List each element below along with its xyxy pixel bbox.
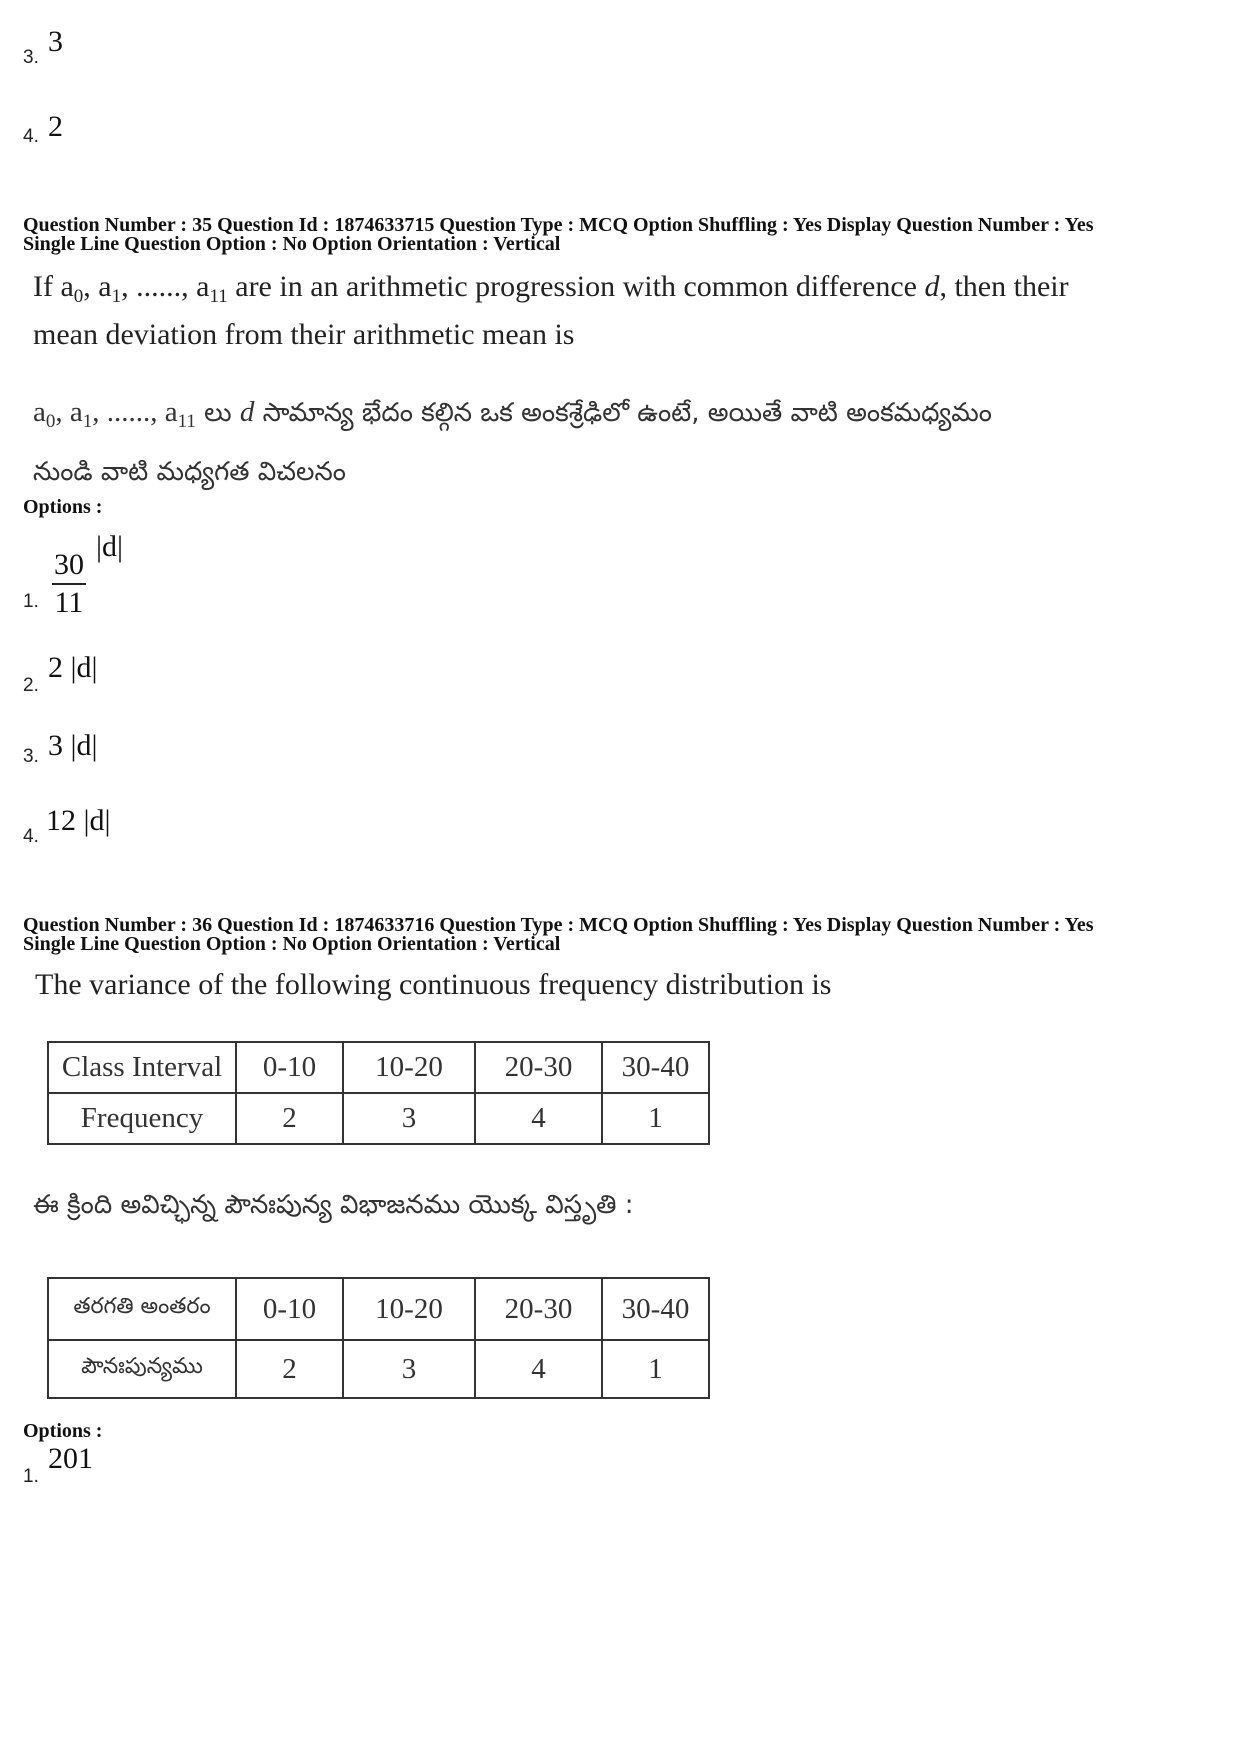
options-label: Options : (23, 1420, 103, 1442)
table-cell: 2 (236, 1093, 343, 1144)
option-number: 1. (23, 591, 39, 612)
option-number: 3. (23, 746, 39, 767)
table-cell: Class Interval (48, 1042, 236, 1093)
table-cell: 30-40 (602, 1278, 709, 1340)
option-number: 4. (23, 826, 39, 847)
option-number: 3. (23, 47, 39, 68)
table-cell: 4 (475, 1093, 602, 1144)
question-meta-line2: Single Line Question Option : No Option Orientation : Vertical (23, 233, 561, 255)
table-cell: 0-10 (236, 1278, 343, 1340)
question-meta-line1: Question Number : 36 Question Id : 1874633716 Question Type : MCQ Option Shuffling : Yes Display Question Number : Yes (23, 914, 1094, 936)
table-cell: 3 (343, 1093, 475, 1144)
table-cell: 4 (475, 1340, 602, 1398)
option-value: 2 (48, 110, 63, 143)
table-cell: 1 (602, 1093, 709, 1144)
table-cell: 3 (343, 1340, 475, 1398)
options-label: Options : (23, 496, 103, 518)
option-value: $\frac{30}{11}$ |d| (54, 530, 124, 619)
option-value: 3 |d| (48, 729, 98, 762)
table-row (48, 1278, 709, 1340)
table-cell: Frequency (48, 1093, 236, 1144)
table-row (48, 1340, 709, 1398)
table-cell: తరగతి అంతరం (48, 1278, 236, 1340)
question-text-english: If $a_0$, $a_1$, ......, $a_{11}$ are in an arithmetic progression with common difference d, then their mean deviation from their arithmetic mean is (33, 270, 1069, 351)
option-value: 12 |d| (46, 804, 111, 837)
table-cell: 10-20 (343, 1042, 475, 1093)
table-cell: 20-30 (475, 1042, 602, 1093)
question-text-english: The variance of the following continuous frequency distribution is (35, 968, 832, 1001)
option-value: 201 (48, 1442, 93, 1475)
question-meta-line1: Question Number : 35 Question Id : 1874633715 Question Type : MCQ Option Shuffling : Yes Display Question Number : Yes (23, 214, 1094, 236)
table-cell: 20-30 (475, 1278, 602, 1340)
option-value: 3 (48, 25, 63, 58)
table-row (48, 1093, 709, 1144)
option-number: 2. (23, 675, 39, 696)
table-cell: 30-40 (602, 1042, 709, 1093)
frequency-table-english (47, 1041, 710, 1145)
table-cell: 2 (236, 1340, 343, 1398)
option-number: 4. (23, 126, 39, 147)
table-cell: 0-10 (236, 1042, 343, 1093)
table-cell: 1 (602, 1340, 709, 1398)
table-cell: పౌనఃపున్యము (48, 1340, 236, 1398)
table-row (48, 1042, 709, 1093)
frequency-table-telugu (47, 1277, 710, 1399)
option-value: 2 |d| (48, 651, 98, 684)
question-meta-line2: Single Line Question Option : No Option Orientation : Vertical (23, 933, 561, 955)
option-number: 1. (23, 1466, 39, 1487)
question-text-telugu: $a_0$, $a_1$, ......, $a_{11}$ లు d సామాన్య భేదం కల్గిన ఒక అంకశ్రేఢిలో ఉంటే, అయితే వాటి అంకమధ్యమం నుండి వాటి మధ్యగత విచలనం (33, 396, 992, 487)
table-cell: 10-20 (343, 1278, 475, 1340)
question-text-telugu: ఈ క్రింది అవిచ్ఛిన్న పౌనఃపున్య విభాజనము యొక్క విస్తృతి : (33, 1190, 634, 1220)
